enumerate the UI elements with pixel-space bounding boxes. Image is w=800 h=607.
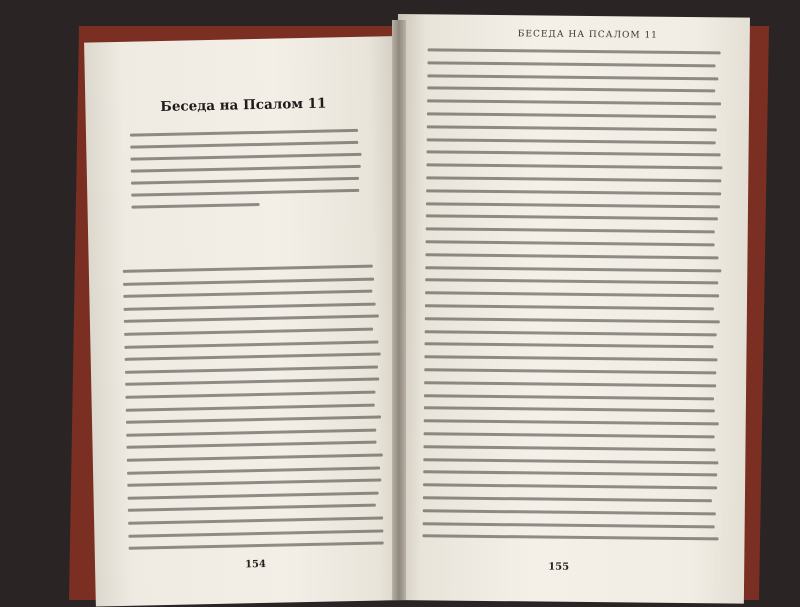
text-line bbox=[426, 240, 715, 246]
text-line bbox=[427, 99, 721, 105]
text-line bbox=[424, 355, 717, 361]
text-line bbox=[427, 138, 716, 144]
text-line bbox=[428, 48, 721, 54]
left-page-number: 154 bbox=[244, 558, 267, 571]
text-line bbox=[125, 353, 381, 361]
text-line bbox=[425, 330, 717, 336]
text-line bbox=[423, 496, 712, 502]
text-line bbox=[123, 277, 374, 285]
text-line bbox=[126, 403, 375, 411]
text-line bbox=[131, 189, 359, 197]
text-line bbox=[128, 491, 379, 499]
text-line bbox=[126, 416, 381, 424]
book-gutter bbox=[392, 20, 406, 600]
text-line bbox=[423, 522, 715, 528]
text-line bbox=[425, 317, 720, 323]
text-line bbox=[426, 215, 718, 221]
text-line bbox=[426, 202, 720, 208]
text-line bbox=[130, 141, 358, 149]
text-line bbox=[425, 266, 721, 272]
text-line bbox=[131, 165, 361, 173]
text-line bbox=[125, 391, 375, 399]
right-page-number: 155 bbox=[548, 561, 570, 573]
text-line bbox=[127, 453, 383, 461]
text-line bbox=[424, 419, 719, 425]
text-line bbox=[427, 87, 715, 93]
text-line bbox=[426, 163, 722, 169]
text-line bbox=[130, 153, 361, 161]
text-line bbox=[128, 529, 383, 537]
text-line bbox=[426, 227, 715, 233]
text-line bbox=[125, 365, 378, 373]
text-line bbox=[427, 112, 716, 118]
text-line bbox=[425, 253, 718, 259]
text-line bbox=[124, 302, 376, 310]
text-line bbox=[426, 176, 721, 182]
text-line bbox=[127, 441, 377, 449]
text-line bbox=[424, 407, 715, 413]
text-line bbox=[426, 189, 721, 195]
text-line bbox=[423, 471, 717, 477]
text-line bbox=[425, 304, 714, 310]
text-line bbox=[427, 151, 721, 157]
text-line bbox=[423, 445, 715, 451]
text-line bbox=[424, 394, 714, 400]
text-line bbox=[125, 378, 379, 386]
text-line bbox=[425, 279, 718, 285]
text-line bbox=[424, 368, 716, 374]
text-line bbox=[130, 129, 358, 137]
text-line bbox=[425, 291, 719, 297]
text-line bbox=[427, 74, 718, 80]
text-line bbox=[424, 381, 716, 387]
text-line bbox=[124, 315, 379, 323]
text-line bbox=[427, 61, 715, 67]
text-line bbox=[124, 328, 373, 336]
text-line bbox=[423, 509, 716, 515]
text-line bbox=[129, 542, 384, 550]
left-page bbox=[84, 36, 412, 606]
chapter-title: Беседа на Псалом 11 bbox=[160, 95, 327, 116]
text-line bbox=[427, 125, 717, 131]
text-line bbox=[128, 516, 383, 524]
text-line bbox=[128, 504, 376, 512]
text-line bbox=[126, 428, 376, 436]
text-line bbox=[124, 340, 378, 348]
text-line bbox=[131, 177, 359, 185]
text-line bbox=[127, 466, 380, 474]
text-line bbox=[423, 535, 719, 541]
text-line bbox=[127, 479, 381, 487]
text-line bbox=[424, 432, 715, 438]
text-line bbox=[123, 265, 373, 273]
text-line bbox=[425, 343, 714, 349]
text-line bbox=[423, 458, 718, 464]
running-head: БЕСЕДА НА ПСАЛОМ 11 bbox=[517, 29, 658, 41]
right-page bbox=[392, 14, 750, 604]
text-line bbox=[423, 483, 717, 489]
text-line bbox=[123, 290, 372, 298]
text-line bbox=[131, 203, 259, 209]
